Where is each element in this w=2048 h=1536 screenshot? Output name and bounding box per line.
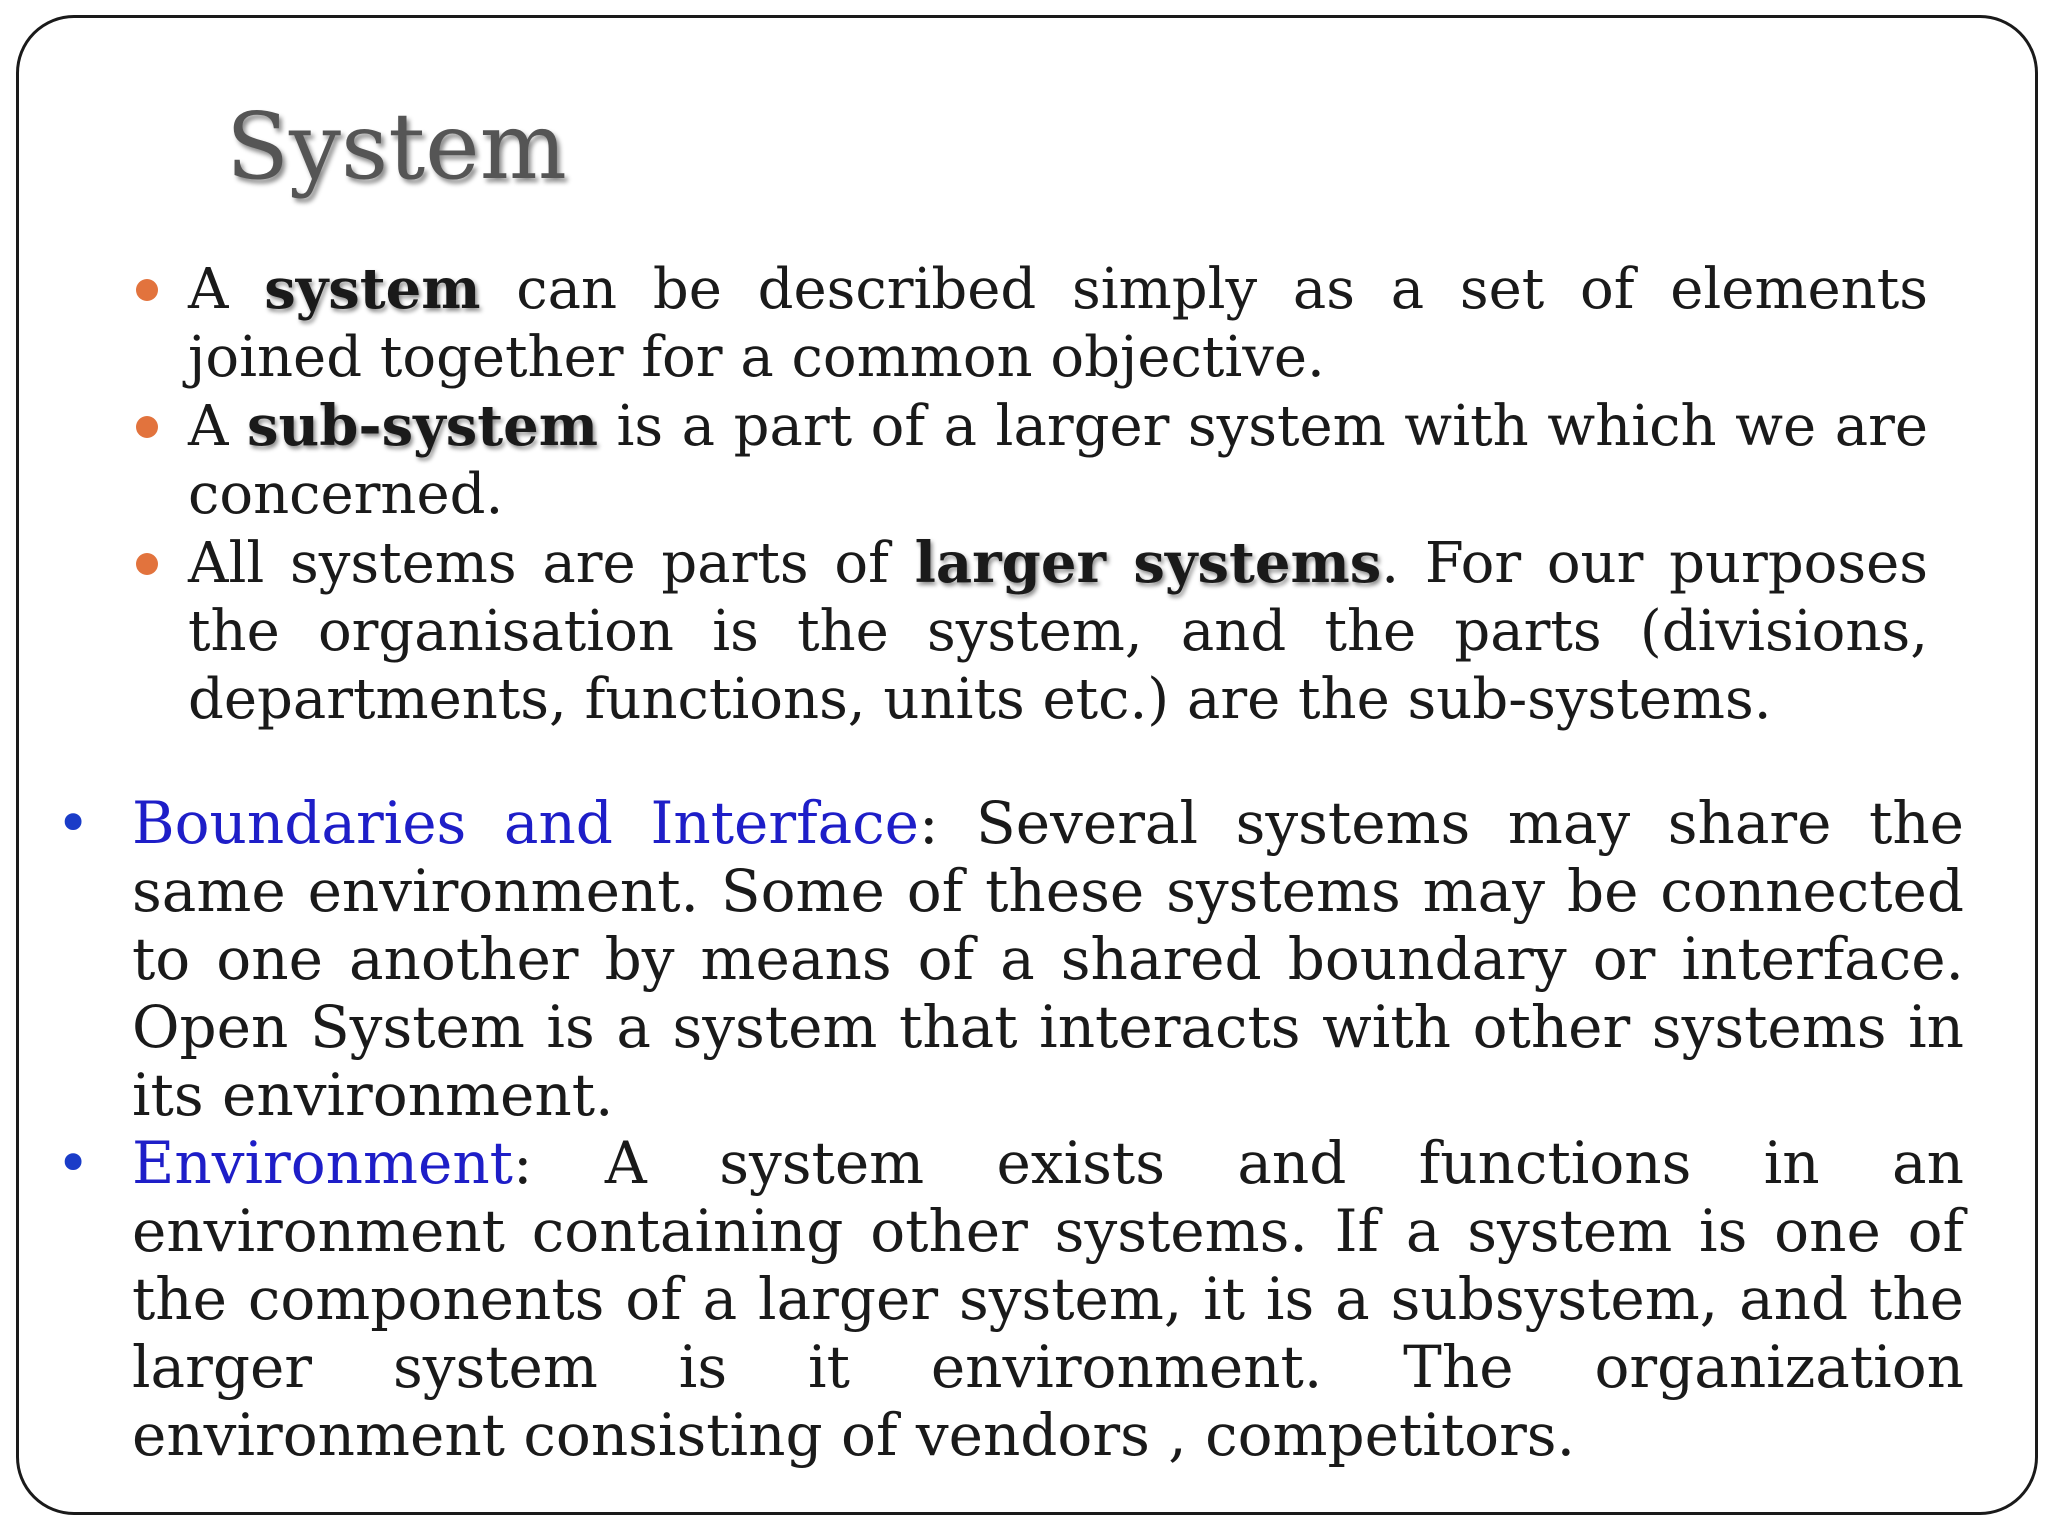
orange-bullet-icon [136, 416, 158, 438]
orange-bullet-icon [136, 553, 158, 575]
definition-list [188, 255, 1928, 734]
dot-bullet-icon: • [56, 789, 91, 857]
list-item [56, 1129, 1964, 1469]
concept-heading: Boundaries and Interface [132, 789, 919, 857]
list-item [188, 255, 1928, 392]
point-text: A [188, 394, 247, 459]
concept-heading: Environment [132, 1129, 513, 1197]
dot-bullet-icon: • [56, 1129, 91, 1197]
point-text: All systems are parts of [188, 531, 915, 596]
point-text: A [188, 257, 265, 322]
orange-bullet-icon [136, 279, 158, 301]
concept-list [56, 789, 1964, 1469]
list-item [56, 789, 1964, 1129]
concept-text: : Several systems may share the same environment. Some of these systems may be connected to one another by means of a shared boundary or interface. Open System is a system that interacts with other systems in its environment. [132, 789, 1964, 1129]
slide-title: System [226, 93, 567, 200]
key-term: system [264, 256, 481, 322]
list-item [188, 392, 1928, 529]
key-term: sub-system [246, 393, 598, 459]
point-text: is a part of a larger system with which we are concerned. [188, 394, 1928, 527]
concept-text: : A system exists and functions in an environment containing other systems. If a system is one of the components of a larger system, it is a subsystem, and the larger system is it environment. The organization environment consisting of vendors , competitors. [132, 1129, 1964, 1469]
point-text: . For our purposes the organisation is the system, and the parts (divisions, departments, functions, units etc.) are the sub-systems. [188, 531, 1928, 732]
list-item [188, 529, 1928, 734]
key-term: larger systems [914, 530, 1382, 596]
point-text: can be described simply as a set of elements joined together for a common objective. [188, 257, 1928, 390]
